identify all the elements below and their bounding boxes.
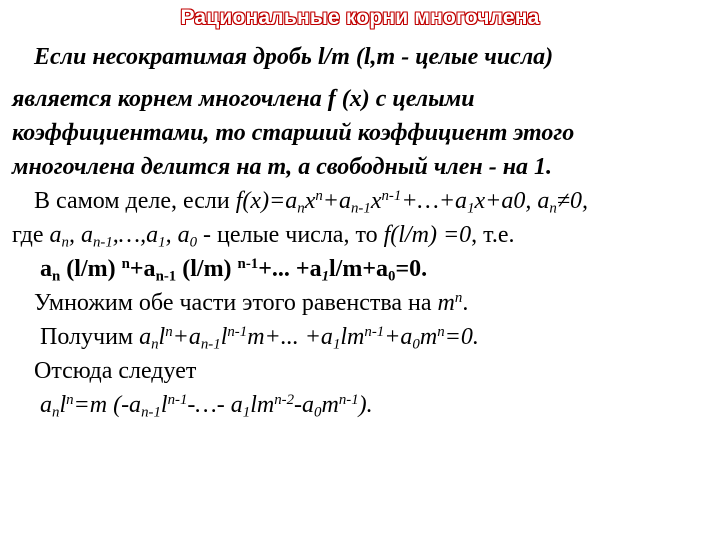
slide-title: Рациональные корни многочлена [180, 6, 540, 29]
coefficients-list: $a_n$, $a_{n-1},\dots,a_1$, $a_0$ [49, 222, 198, 251]
theorem-line-1: Если несократимая дробь l/m (l,m - целые числа) [34, 44, 554, 70]
f-of-lm: f(l/m) =0 [383, 222, 472, 248]
proof-line-2: где $a_n$, $a_{n-1},\dots,a_1$, $a_0$ - целые числа, то f(l/m) =0, т.е. [12, 222, 515, 251]
proof-line-5: Получим $a_nl^n+a_{n-1}l^{n-1}m+$... $+a_1lm^{n-1}+a_0m^n=0$. [40, 323, 479, 353]
proof-lead: В самом деле, если [34, 188, 236, 214]
multiplied-equation: $a_nl^n+a_{n-1}l^{n-1}m+$... $+a_1lm^{n-1}+a_0m^n=0$. [139, 323, 479, 353]
proof-line-4: Умножим обе части этого равенства на $m^n$. [34, 289, 469, 316]
poly-expression: $f(x)=a_nx^n+a_{n-1}x^{n-1}+\dots+a_1x+a0$, $a_n\ne 0$, [235, 187, 588, 217]
theorem-line-3: коэффициентами, то старший коэффициент этого [12, 120, 575, 146]
bold-equation: $a_n$ (l/m) $^n+a_{n-1}$ (l/m) $^{n-1}$+... $+a_1l/m+a_0=0$. [40, 255, 428, 285]
theorem-line-4: многочлена делится на m, а свободный член - на 1. [12, 154, 553, 180]
proof-line-6: Отсюда следует [34, 358, 197, 384]
final-equation: $a_nl^n=m$ ($-a_{n-1}l^{n-1}-\dots-$ $a_1lm^{n-2}-a_0m^{n-1}$). [40, 391, 373, 421]
theorem-line-2: является корнем многочлена f (x) с целыми [12, 86, 475, 112]
proof-line-1 [34, 186, 588, 216]
